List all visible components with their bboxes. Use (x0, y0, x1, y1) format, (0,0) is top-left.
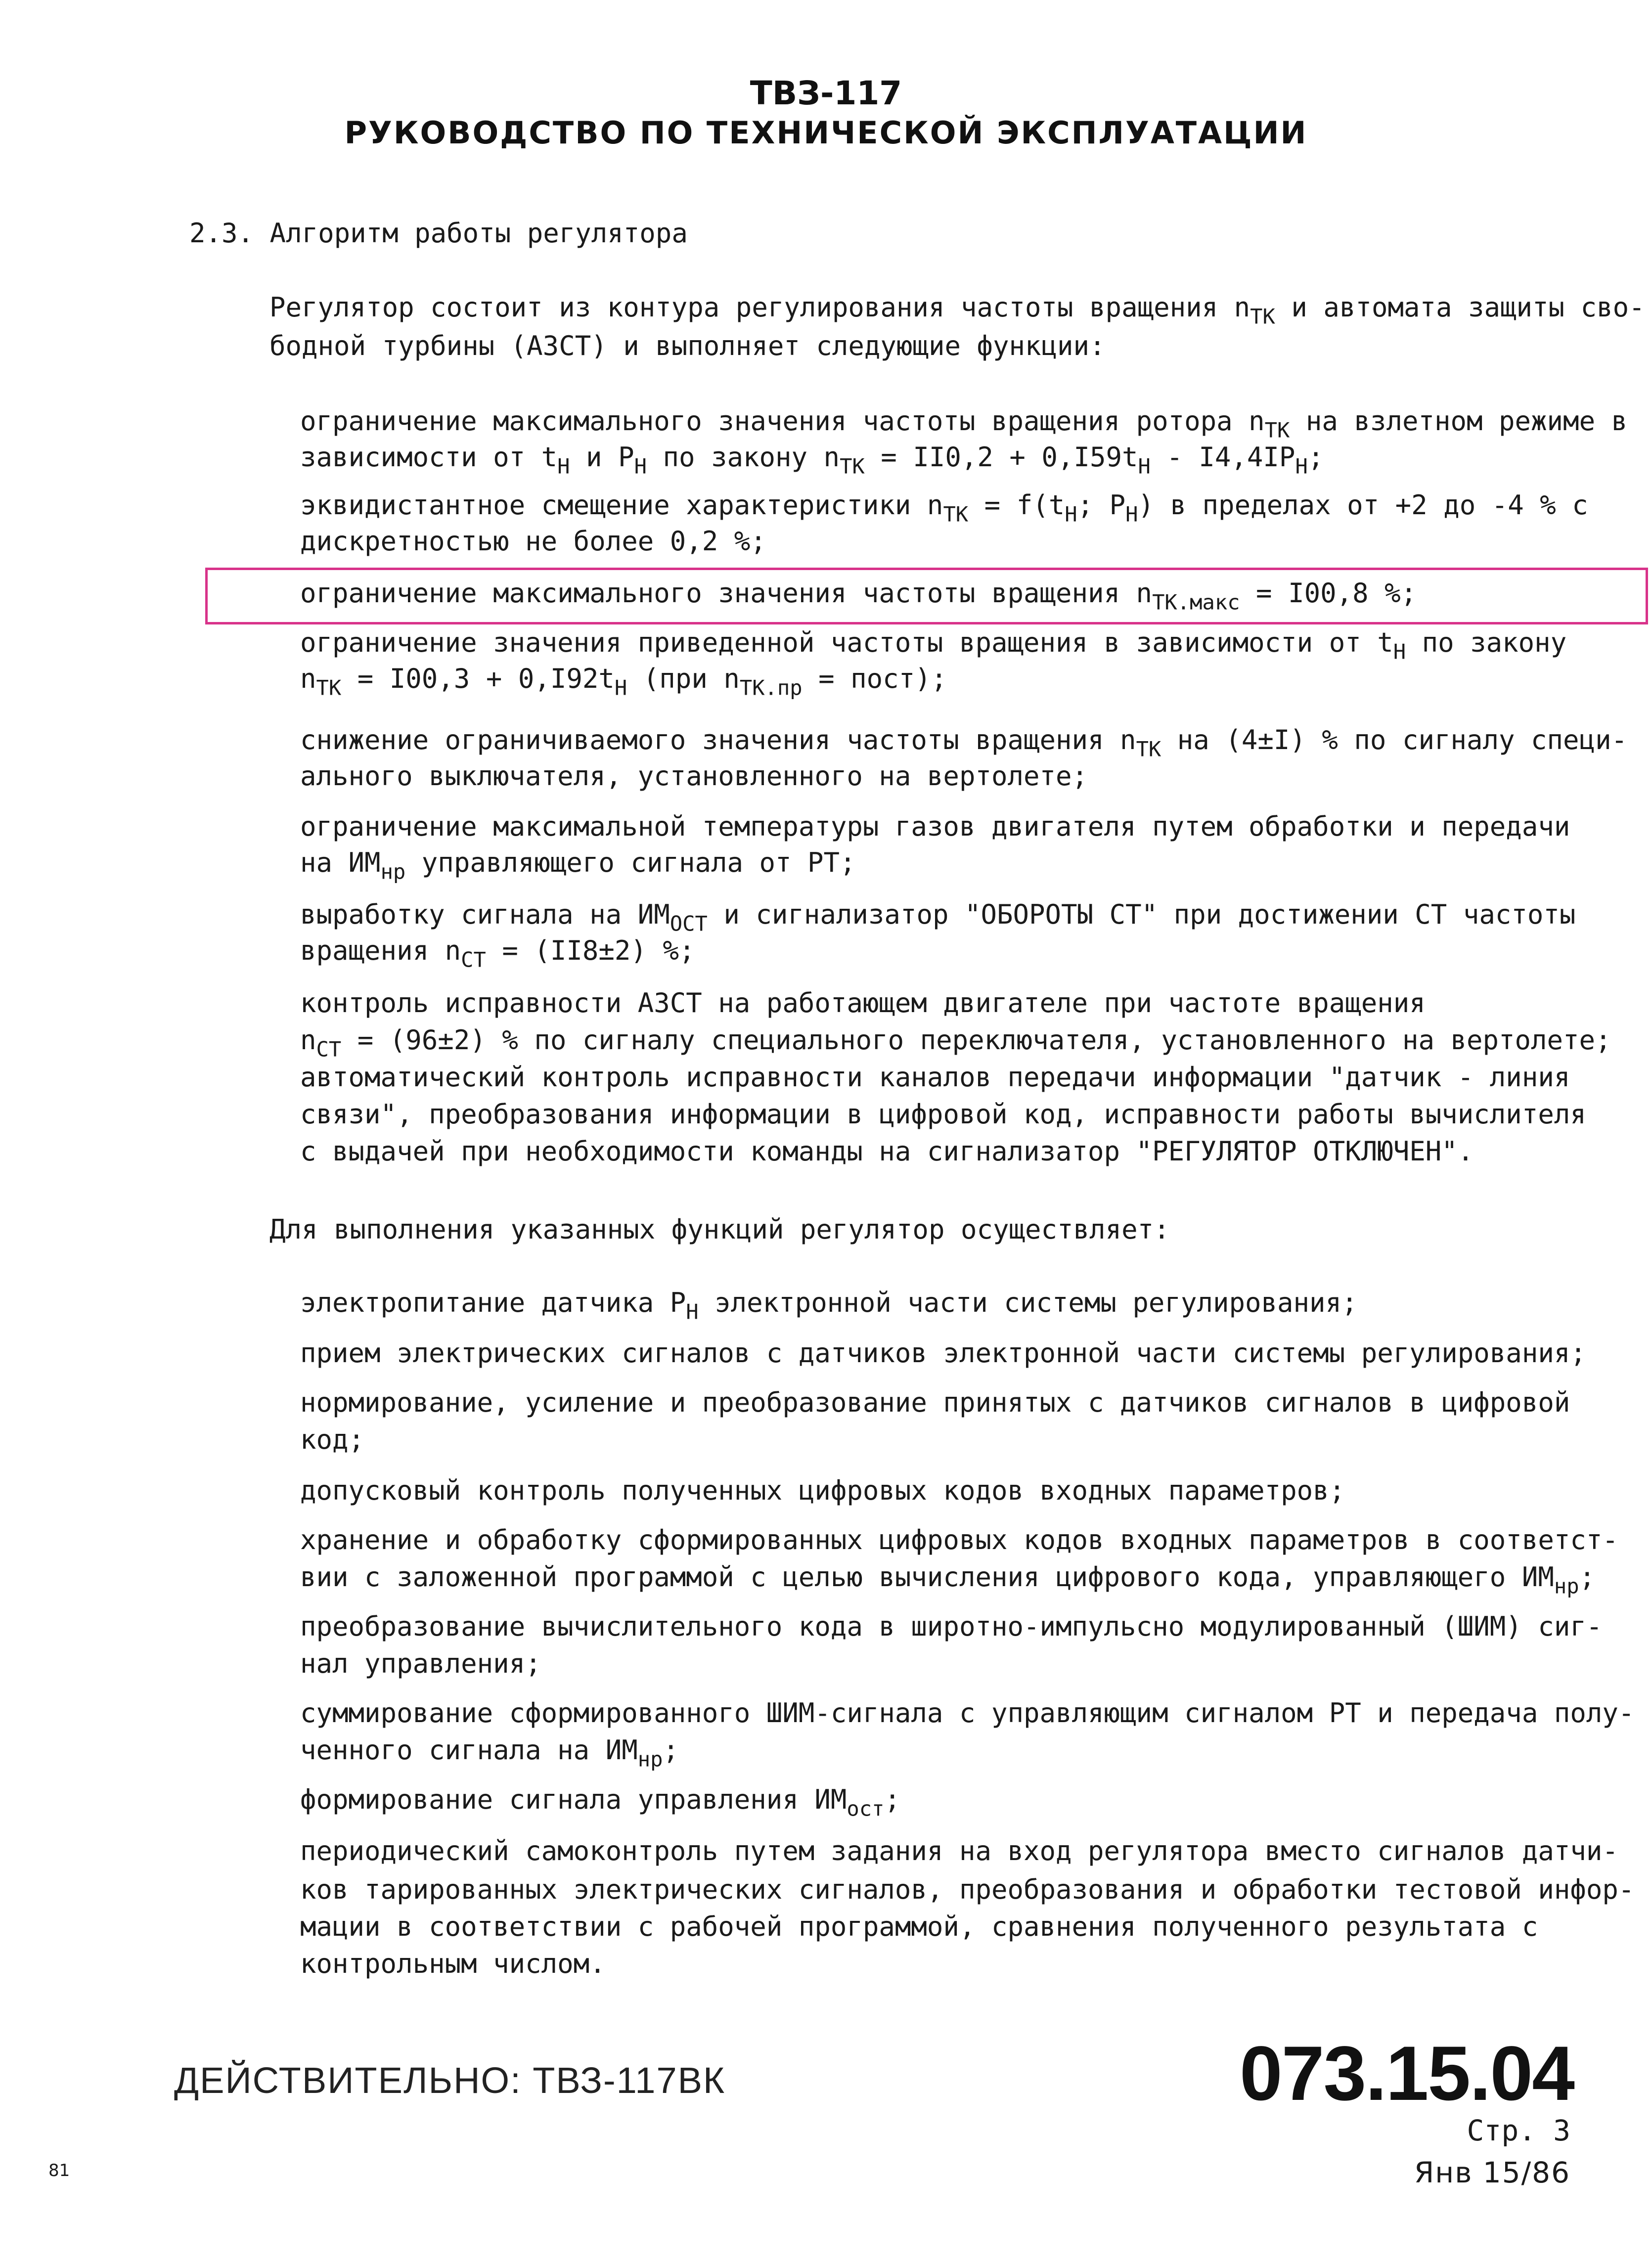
text-run: ального выключателя, установленного на вертолете; (300, 760, 1088, 792)
text-run: на ИМ (300, 847, 381, 878)
intro2-line (269, 1214, 1170, 1245)
subscript: Н (686, 1299, 699, 1324)
text-run: эквидистантное смещение характеристики n (300, 489, 943, 521)
text-run: ченного сигнала на ИМ (300, 1734, 638, 1766)
text-run: = пост); (802, 663, 947, 694)
text-run: ; (663, 1734, 679, 1766)
text-run: код; (300, 1424, 365, 1455)
task-line (300, 1948, 606, 1980)
subscript: ТК (316, 675, 342, 700)
subscript: ТК (943, 502, 969, 527)
task-line (300, 1387, 1570, 1419)
function-line (300, 663, 947, 700)
function-line (300, 405, 1628, 443)
text-run: электропитание датчика P (300, 1287, 686, 1318)
text-run: на взлетном режиме в (1290, 405, 1628, 437)
text-run: = I00,3 + 0,I92t (341, 663, 615, 694)
function-line (300, 724, 1628, 761)
subscript: ост (847, 1796, 885, 1821)
text-run: на (4±I) % по сигналу специ- (1161, 724, 1628, 755)
subscript: ТК (1136, 737, 1161, 761)
text-run: нормирование, усиление и преобразование принятых с датчиков сигналов в цифровой (300, 1387, 1570, 1418)
text-run: автоматический контроль исправности каналов передачи информации "датчик - линия (300, 1062, 1570, 1093)
subscript: ОСТ (670, 911, 708, 936)
text-run: допусковый контроль полученных цифровых кодов входных параметров; (300, 1475, 1345, 1506)
text-run: периодический самоконтроль путем задания на вход регулятора вместо сигналов датчи- (300, 1835, 1618, 1866)
subscript: СТ (461, 947, 486, 972)
margin-number: 81 (48, 2161, 70, 2180)
subscript: Н (1125, 502, 1138, 527)
subscript: Н (1065, 502, 1077, 527)
text-run: по закону n (646, 442, 840, 473)
subscript: ТК (1264, 418, 1290, 443)
text-run: бодной турбины (АЗСТ) и выполняет следующие функции: (269, 330, 1106, 361)
task-line (300, 1475, 1345, 1507)
subscript: Н (634, 454, 647, 479)
task-line (300, 1734, 679, 1772)
document-subtitle: РУКОВОДСТВО ПО ТЕХНИЧЕСКОЙ ЭКСПЛУАТАЦИИ (344, 115, 1308, 151)
text-run: n (300, 663, 316, 694)
task-line (300, 1424, 364, 1456)
text-run: прием электрических сигналов с датчиков электронной части системы регулирования; (300, 1337, 1586, 1369)
text-run: формирование сигнала управления ИМ (300, 1784, 847, 1815)
section-heading (189, 218, 688, 249)
text-run: Для выполнения указанных функций регулятор осуществляет: (269, 1214, 1170, 1245)
text-run: (при n (627, 663, 740, 694)
text-run: и сигнализатор "ОБОРОТЫ СТ" при достижении СТ частоты (707, 899, 1576, 930)
text-run: - I4,4IP (1150, 442, 1295, 473)
text-run: ограничение максимальной температуры газов двигателя путем обработки и передачи (300, 811, 1570, 842)
task-line (300, 1561, 1596, 1599)
task-line (300, 1697, 1634, 1729)
text-run: хранение и обработку сформированных цифровых кодов входных параметров в соответст- (300, 1524, 1618, 1555)
subscript: нр (380, 859, 406, 884)
function-line (300, 847, 856, 884)
text-run: = II0,2 + 0,I59t (864, 442, 1138, 473)
text-run: ограничение максимального значения частоты вращения n (300, 578, 1153, 609)
text-run: и автомата защиты сво- (1275, 292, 1645, 323)
text-run: = f(t (968, 489, 1065, 521)
intro-line (269, 292, 1645, 329)
subscript: ТК (840, 454, 865, 479)
text-run: n (300, 1024, 316, 1056)
text-run: дискретностью не более 0,2 %; (300, 526, 766, 557)
task-line (300, 1835, 1618, 1867)
subscript: нр (1554, 1574, 1579, 1599)
task-line (300, 1911, 1538, 1943)
text-run: = (II8±2) %; (486, 935, 695, 966)
subscript: СТ (316, 1037, 342, 1062)
text-run: ограничение максимального значения частоты вращения ротора n (300, 405, 1265, 437)
function-line (300, 526, 766, 557)
function-line (300, 627, 1567, 664)
text-run: нал управления; (300, 1648, 541, 1679)
task-line (300, 1648, 541, 1680)
text-run: ) в пределах от +2 до -4 % с (1138, 489, 1588, 521)
text-run: по закону (1406, 627, 1567, 658)
function-line (300, 489, 1588, 527)
text-run: ; (1579, 1561, 1596, 1593)
text-run: ; P (1077, 489, 1126, 521)
text-run: преобразование вычислительного кода в широтно-импульсно модулированный (ШИМ) сиг- (300, 1611, 1603, 1642)
text-run: контрольным числом. (300, 1948, 606, 1979)
text-run: суммирование сформированного ШИМ-сигнала с управляющим сигналом РТ и передача полу- (300, 1697, 1635, 1729)
text-run: вии с заложенной программой с целью вычисления цифрового кода, управляющего ИМ (300, 1561, 1554, 1593)
text-run: снижение ограничиваемого значения частоты вращения n (300, 724, 1136, 755)
task-line (300, 1524, 1618, 1556)
text-run: электронной части системы регулирования; (698, 1287, 1358, 1318)
page-number: Стр. 3 (1467, 2114, 1570, 2147)
function-line (300, 899, 1576, 936)
text-run: ; (884, 1784, 900, 1815)
text-run: выработку сигнала на ИМ (300, 899, 670, 930)
subscript: ТК.макс (1152, 590, 1240, 615)
subscript: ТК.пр (739, 675, 803, 700)
function-line (300, 987, 1426, 1019)
subscript: Н (1295, 454, 1308, 479)
highlight-box (205, 568, 1648, 624)
text-run: Регулятор состоит из контура регулирования частоты вращения n (269, 292, 1250, 323)
text-run: = (96±2) % по сигналу специального переключателя, установленного на вертолете; (341, 1024, 1611, 1056)
function-line (300, 811, 1570, 843)
text-run: связи", преобразования информации в цифровой код, исправности работы вычислителя (300, 1099, 1586, 1130)
function-line (300, 442, 1324, 479)
document-number: 073.15.04 (1239, 2031, 1574, 2117)
subscript: Н (614, 675, 627, 700)
function-line (300, 1024, 1611, 1062)
task-line (300, 1611, 1602, 1643)
task-line (300, 1337, 1586, 1369)
text-run: ; (1307, 442, 1324, 473)
function-line (300, 1099, 1586, 1130)
task-line (300, 1874, 1634, 1906)
function-line (300, 935, 695, 972)
function-line (300, 1062, 1570, 1093)
text-run: вращения n (300, 935, 461, 966)
task-line (300, 1287, 1358, 1324)
text-run: 2.3. Алгоритм работы регулятора (189, 218, 688, 249)
revision-date: Янв 15/86 (1414, 2156, 1570, 2189)
text-run: мации в соответствии с рабочей программой, сравнения полученного результата с (300, 1911, 1538, 1942)
text-run: с выдачей при необходимости команды на сигнализатор "РЕГУЛЯТОР ОТКЛЮЧЕН". (300, 1136, 1474, 1167)
subscript: ТК (1250, 304, 1275, 329)
function-line (300, 760, 1088, 792)
text-run: и P (570, 442, 634, 473)
subscript: Н (557, 454, 570, 479)
text-run: ков тарированных электрических сигналов, преобразования и обработки тестовой инфор- (300, 1874, 1635, 1905)
subscript: Н (1393, 639, 1406, 664)
subscript: нр (637, 1747, 663, 1772)
document-title: ТВЗ-117 (750, 74, 902, 112)
task-line (300, 1784, 900, 1821)
validity-note: ДЕЙСТВИТЕЛЬНО: ТВЗ-117ВК (174, 2060, 726, 2101)
subscript: Н (1138, 454, 1151, 479)
text-run: контроль исправности АЗСТ на работающем двигателе при частоте вращения (300, 987, 1426, 1019)
text-run: = I00,8 %; (1240, 578, 1417, 609)
function-line (300, 1136, 1473, 1167)
text-run: зависимости от t (300, 442, 558, 473)
intro-line (269, 330, 1106, 362)
text-run: управляющего сигнала от РТ; (405, 847, 856, 878)
text-run: ограничение значения приведенной частоты вращения в зависимости от t (300, 627, 1393, 658)
